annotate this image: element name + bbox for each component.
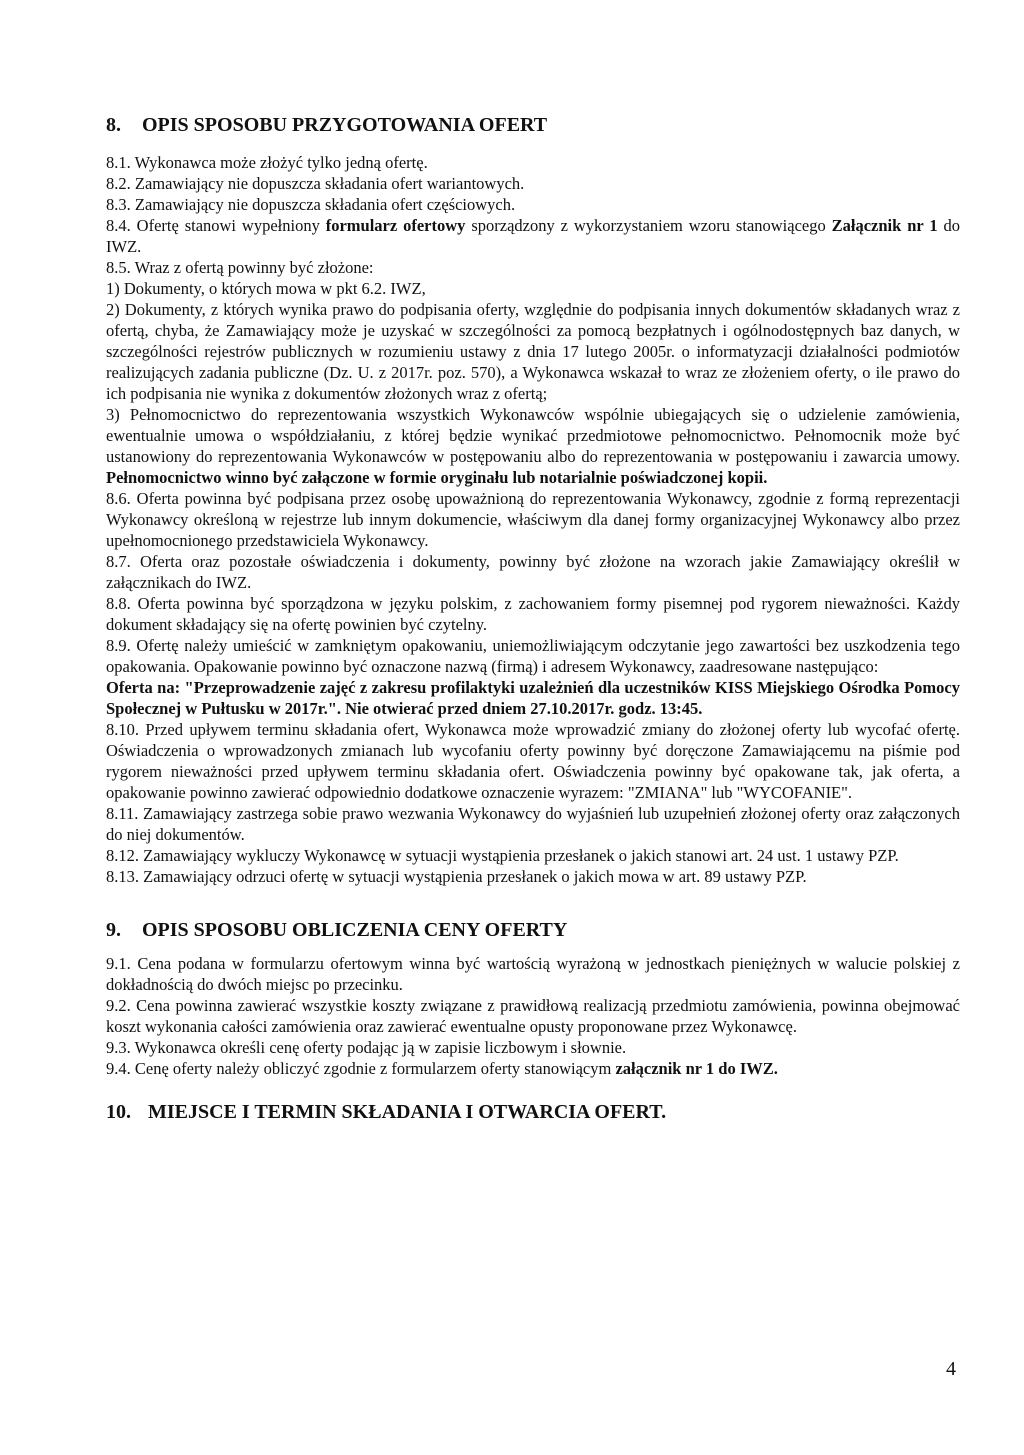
- paragraph-8-4: [106, 215, 960, 257]
- paragraph-8-4-text-c: sporządzony z wykorzystaniem wzoru stanowiącego: [465, 216, 832, 235]
- paragraph-8-13: 8.13. Zamawiający odrzuci ofertę w sytuacji wystąpienia przesłanek o jakich mowa w art. 89 ustawy PZP.: [106, 867, 807, 886]
- paragraph-9-4-bold: załącznik nr 1 do IWZ.: [615, 1059, 778, 1078]
- paragraph-8-4-bold-annex: Załącznik nr 1: [831, 216, 938, 235]
- paragraph-8-8: 8.8. Oferta powinna być sporządzona w języku polskim, z zachowaniem formy pisemnej pod rygorem nieważności. Każdy dokument składający się na ofertę powinien być czytelny.: [106, 594, 960, 634]
- paragraph-8-12: 8.12. Zamawiający wykluczy Wykonawcę w sytuacji wystąpienia przesłanek o jakich stanowi art. 24 ust. 1 ustawy PZP.: [106, 846, 899, 865]
- section-9-number: 9.: [106, 919, 121, 941]
- paragraph-8-10: 8.10. Przed upływem terminu składania ofert, Wykonawca może wprowadzić zmiany do złożonej oferty lub wycofać ofertę. Oświadczenia o wprowadzonych zmianach lub wycofaniu oferty powinny być doręczone Zamawiającemu na piśmie pod rygorem nieważności przed upływem terminu składania ofert. Oświadczenia powinny być opakowane tak, jak oferta, a opakowanie powinno zawierać odpowiednio dodatkowe oznaczenie wyrazem: "ZMIANA" lub "WYCOFANIE".: [106, 720, 960, 802]
- paragraph-9-4: [106, 1058, 960, 1079]
- paragraph-9-2: 9.2. Cena powinna zawierać wszystkie koszty związane z prawidłową realizacją przedmiotu zamówienia, powinna obejmować koszt wykonania całości zamówienia oraz zawierać ewentualne opusty proponowane przez Wykonawcę.: [106, 996, 960, 1036]
- paragraph-8-4-bold-form: formularz ofertowy: [325, 216, 466, 235]
- section-9-body: [106, 953, 960, 1079]
- paragraph-9-4-text: 9.4. Cenę oferty należy obliczyć zgodnie z formularzem oferty stanowiącym: [106, 1059, 616, 1078]
- section-8-number: 8.: [106, 114, 121, 136]
- paragraph-8-9: 8.9. Ofertę należy umieścić w zamkniętym opakowaniu, uniemożliwiającym odczytanie jego zawartości bez uszkodzenia tego opakowania. Opakowanie powinno być oznaczone nazwą (firmą) i adresem Wykonawcy, zaadresowane następująco:: [106, 636, 960, 676]
- section-10-heading: [106, 1099, 960, 1125]
- paragraph-8-5-item-2: 2) Dokumenty, z których wynika prawo do podpisania oferty, względnie do podpisania innych dokumentów składanych wraz z ofertą, chyba, że Zamawiający może je uzyskać w szczególności za pomocą bezpłatnych i ogólnodostępnych baz danych, w szczególności rejestrów publicznych w rozumieniu ustawy z dnia 17 lutego 2005r. o informatyzacji działalności podmiotów realizujących zadania publiczne (Dz. U. z 2017r. poz. 570), a Wykonawca wskazał to wraz ze złożeniem oferty, o ile prawo do ich podpisania nie wynika z dokumentów złożonych wraz z ofertą;: [106, 300, 960, 403]
- paragraph-8-1: 8.1. Wykonawca może złożyć tylko jedną ofertę.: [106, 153, 428, 172]
- paragraph-8-4-text-e: do IWZ.: [106, 216, 960, 256]
- paragraph-8-2: 8.2. Zamawiający nie dopuszcza składania ofert wariantowych.: [106, 174, 525, 193]
- section-9-heading: [106, 917, 960, 943]
- section-8-body: [106, 152, 960, 887]
- paragraph-9-3: 9.3. Wykonawca określi cenę oferty podając ją w zapisie liczbowym i słownie.: [106, 1038, 627, 1057]
- paragraph-8-5-item-3: [106, 404, 960, 488]
- section-10-title: MIEJSCE I TERMIN SKŁADANIA I OTWARCIA OFERT.: [148, 1101, 667, 1123]
- paragraph-8-5: 8.5. Wraz z ofertą powinny być złożone:: [106, 258, 374, 277]
- paragraph-8-9-address-bold: Oferta na: "Przeprowadzenie zajęć z zakresu profilaktyki uzależnień dla uczestników KISS Miejskiego Ośrodka Pomocy Społecznej w Pułtusku w 2017r.". Nie otwierać przed dniem 27.10.2017r. godz. 13:45.: [106, 678, 960, 718]
- section-8-heading: [106, 112, 960, 138]
- paragraph-8-9-address: [106, 677, 960, 719]
- paragraph-8-5-item-3-bold: Pełnomocnictwo winno być załączone w formie oryginału lub notarialnie poświadczonej kopii.: [106, 468, 768, 487]
- paragraph-8-11: 8.11. Zamawiający zastrzega sobie prawo wezwania Wykonawcy do wyjaśnień lub uzupełnień złożonej oferty oraz załączonych do niej dokumentów.: [106, 804, 960, 844]
- paragraph-8-7: 8.7. Oferta oraz pozostałe oświadczenia i dokumenty, powinny być złożone na wzorach jakie Zamawiający określił w załącznikach do IWZ.: [106, 552, 960, 592]
- page-number: 4: [946, 1358, 956, 1380]
- section-8-title: OPIS SPOSOBU PRZYGOTOWANIA OFERT: [142, 114, 548, 136]
- paragraph-8-5-item-3-text: 3) Pełnomocnictwo do reprezentowania wszystkich Wykonawców wspólnie ubiegających się o udzielenie zamówienia, ewentualnie umowa o współdziałaniu, z której będzie wynikać przedmiotowe pełnomocnictwo. Pełnomocnik może być ustanowiony do reprezentowania Wykonawców w postępowaniu albo do reprezentowania w postępowaniu i zawarcia umowy.: [106, 405, 960, 466]
- paragraph-8-3: 8.3. Zamawiający nie dopuszcza składania ofert częściowych.: [106, 195, 516, 214]
- paragraph-9-1: 9.1. Cena podana w formularzu ofertowym winna być wartością wyrażoną w jednostkach pieniężnych w walucie polskiej z dokładnością do dwóch miejsc po przecinku.: [106, 954, 960, 994]
- section-9-title: OPIS SPOSOBU OBLICZENIA CENY OFERTY: [142, 919, 568, 941]
- paragraph-8-4-text-a: 8.4. Ofertę stanowi wypełniony: [106, 216, 326, 235]
- paragraph-8-6: 8.6. Oferta powinna być podpisana przez osobę upoważnioną do reprezentowania Wykonawcy, zgodnie z formą reprezentacji Wykonawcy określoną w rejestrze lub innym dokumencie, właściwym dla danej formy organizacyjnej Wykonawcy albo przez upełnomocnionego przedstawiciela Wykonawcy.: [106, 489, 960, 550]
- paragraph-8-5-item-1: 1) Dokumenty, o których mowa w pkt 6.2. IWZ,: [106, 279, 426, 298]
- section-10-number: 10.: [106, 1101, 131, 1123]
